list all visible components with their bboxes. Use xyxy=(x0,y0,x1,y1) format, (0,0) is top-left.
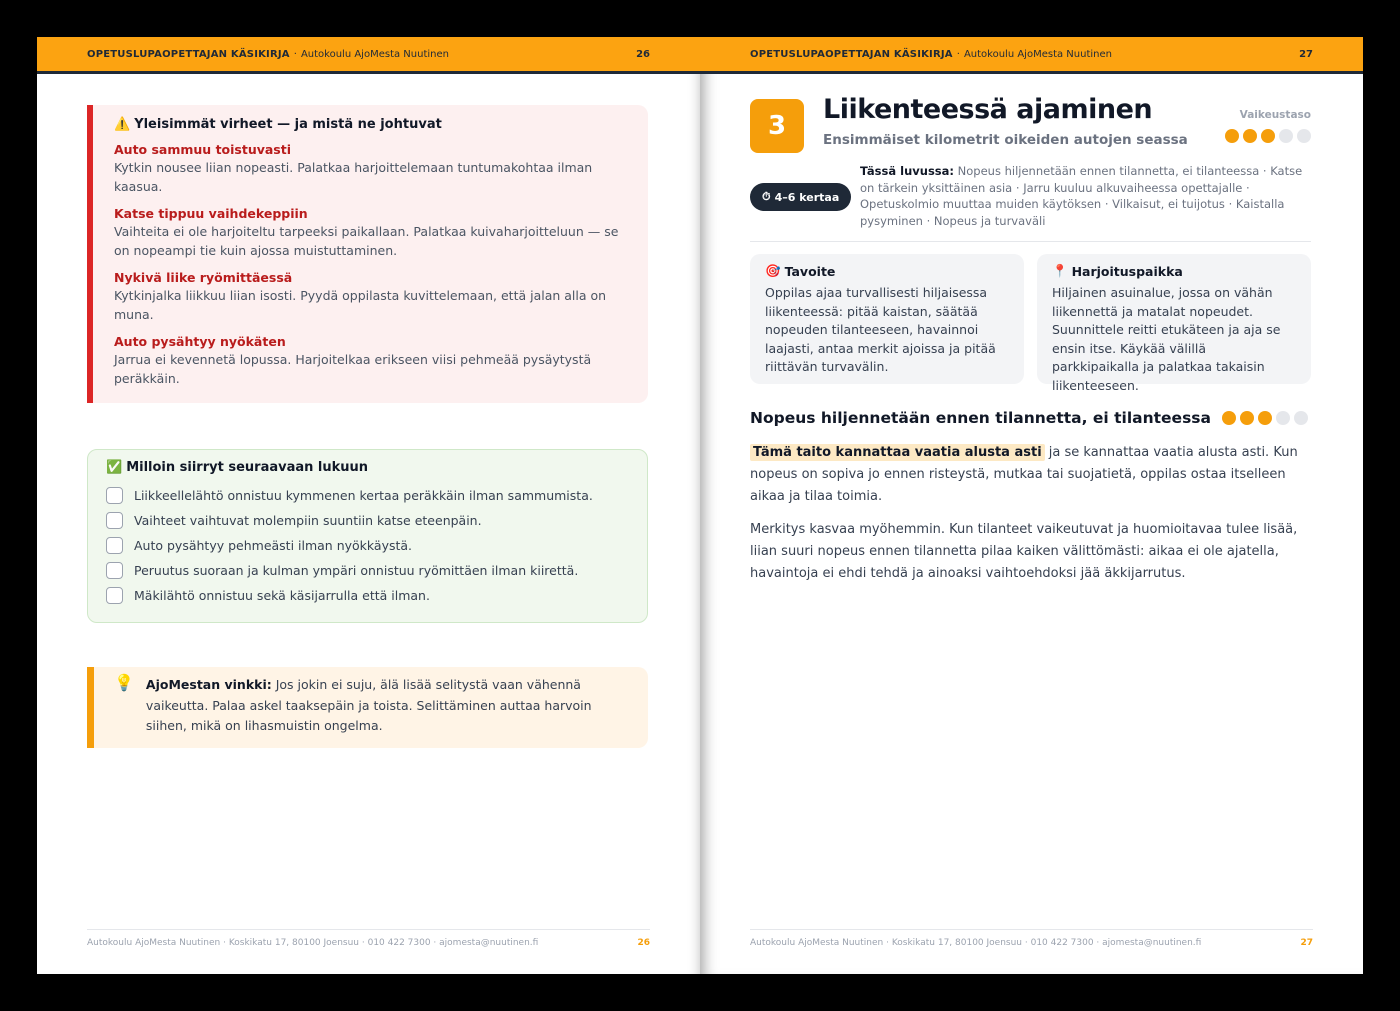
checklist-item-label: Liikkeellelähtö onnistuu kymmenen kertaa peräkkäin ilman sammumista. xyxy=(134,488,593,503)
difficulty-dot-filled xyxy=(1258,411,1272,425)
practice-location-heading: Harjoituspaikka xyxy=(1071,263,1183,279)
checklist-item xyxy=(106,558,629,583)
difficulty-dot-filled xyxy=(1222,411,1236,425)
checklist-items xyxy=(106,483,629,608)
error-item-title: Katse tippuu vaihdekeppiin xyxy=(114,206,308,221)
practice-location-card-title xyxy=(1052,263,1296,279)
practice-location-card-text: Hiljainen asuinalue, jossa on vähän liikennettä ja matalat nopeudet. Suunnittele reitti etukäteen ja aja se ensin itse. Käykää välillä parkkipaikalla ja palatkaa takaisin liikenteeseen. xyxy=(1052,285,1281,393)
left-page xyxy=(37,37,700,974)
common-errors-heading: Yleisimmät virheet — ja mistä ne johtuvat xyxy=(134,117,442,132)
goal-card xyxy=(750,254,1024,384)
checkbox[interactable] xyxy=(106,512,123,529)
error-item xyxy=(114,141,628,196)
target-icon: 🎯 xyxy=(765,263,781,278)
error-item-text: Vaihteita ei ole harjoiteltu tarpeeksi paikallaan. Palatkaa kuivaharjoitteluun — se on nopeampi tie kuin ajossa muistuttaminen. xyxy=(114,224,619,258)
header-title: OPETUSLUPAOPETTAJAN KÄSIKIRJA xyxy=(87,48,290,60)
goal-card-title xyxy=(765,263,1009,279)
tip-label: AjoMestan vinkki: xyxy=(145,677,272,692)
header-title: OPETUSLUPAOPETTAJAN KÄSIKIRJA xyxy=(750,48,953,60)
time-estimate-label: 4–6 kertaa xyxy=(774,190,840,204)
page-footer xyxy=(750,929,1313,948)
stopwatch-icon: ⏱ xyxy=(762,190,771,203)
paragraph xyxy=(750,442,1312,508)
header-separator: · xyxy=(956,48,960,60)
page-footer xyxy=(87,929,650,948)
checklist-item xyxy=(106,483,629,508)
time-estimate-pill xyxy=(750,183,851,211)
error-item-title: Auto sammuu toistuvasti xyxy=(114,142,292,157)
divider xyxy=(750,241,1311,242)
error-item-title: Auto pysähtyy nyökäten xyxy=(114,334,286,349)
error-item-text: Jarrua ei kevennetä lopussa. Harjoitelkaa erikseen viisi pehmeää pysäytystä peräkkäin. xyxy=(114,352,592,386)
chapter-title: Liikenteessä ajaminen xyxy=(823,94,1153,125)
paragraph-text: ja se kannattaa vaatia alusta asti. Kun nopeus on sopiva jo ennen risteystä, mutkaa tai suojatietä, oppilas ostaa itselleen aikaa ja tilaa toimia. xyxy=(750,445,1298,504)
section-difficulty-rating xyxy=(1222,411,1308,425)
header-school: Autokoulu AjoMesta Nuutinen xyxy=(963,48,1112,60)
right-page xyxy=(700,37,1363,974)
checklist-item xyxy=(106,533,629,558)
goal-card-heading: Tavoite xyxy=(784,263,836,279)
section-title: Nopeus hiljennetään ennen tilannetta, ei tilanteessa xyxy=(750,409,1211,427)
checkbox[interactable] xyxy=(106,562,123,579)
error-item-title: Nykivä liike ryömittäessä xyxy=(114,270,293,285)
checklist-item xyxy=(106,583,629,608)
goal-card-text: Oppilas ajaa turvallisesti hiljaisessa liikenteessä: pitää kaistan, säätää nopeuden tilanteeseen, havainnoi laajasti, antaa merkit ajoissa ja pitää riittävän turvavälin. xyxy=(765,285,996,374)
footer-page-number: 27 xyxy=(1300,938,1313,948)
tip-body: Jos jokin ei suju, älä lisää selitystä vaan vähennä vaikeutta. Palaa askel taaksepäin ja toista. Selittäminen auttaa harvoin siihen, mikä on lihasmuistin ongelma. xyxy=(145,677,592,733)
checkbox[interactable] xyxy=(106,537,123,554)
error-item xyxy=(114,333,628,388)
footer-contact: Autokoulu AjoMesta Nuutinen · Koskikatu 17, 80100 Joensuu · 010 422 7300 · ajomesta@nuutinen.fi xyxy=(750,938,1202,948)
difficulty-dot-empty xyxy=(1294,411,1308,425)
checklist-item-label: Vaihteet vaihtuvat molempiin suuntiin katse eteenpäin. xyxy=(134,513,482,528)
header-school: Autokoulu AjoMesta Nuutinen xyxy=(300,48,449,60)
section-heading xyxy=(750,409,1308,427)
checklist-item-label: Peruutus suoraan ja kulman ympäri onnistuu ryömittäen ilman kiirettä. xyxy=(134,563,579,578)
chapter-subtitle: Ensimmäiset kilometrit oikeiden autojen seassa xyxy=(823,132,1188,148)
difficulty-rating xyxy=(1225,129,1311,143)
paragraph: Merkitys kasvaa myöhemmin. Kun tilanteet vaikeutuvat ja huomioitavaa tulee lisää, liian suuri nopeus ennen tilannetta pilaa kaiken välittömästi: aikaa ei ole ajatella, havaintoja ei ehdi tehdä ja ainoaksi vaihtoehdoksi jää äkkijarrutus. xyxy=(750,522,1298,581)
header-separator: · xyxy=(293,48,297,60)
difficulty-dot-empty xyxy=(1276,411,1290,425)
checkbox[interactable] xyxy=(106,487,123,504)
error-item xyxy=(114,205,628,260)
common-errors-title xyxy=(114,117,628,132)
header-page-number: 27 xyxy=(1299,48,1313,60)
chapter-number-badge: 3 xyxy=(750,99,804,153)
footer-page-number: 26 xyxy=(637,938,650,948)
highlighted-phrase: Tämä taito kannattaa vaatia alusta asti xyxy=(750,444,1045,461)
next-chapter-checklist xyxy=(87,449,648,623)
error-item-text: Kytkin nousee liian nopeasti. Palatkaa harjoittelemaan tuntumakohtaa ilman kaasua. xyxy=(114,160,593,194)
difficulty-dot-empty xyxy=(1297,129,1311,143)
checklist-item-label: Mäkilähtö onnistuu sekä käsijarrulla että ilman. xyxy=(134,588,430,603)
header-page-number: 26 xyxy=(636,48,650,60)
practice-location-card xyxy=(1037,254,1311,393)
tip-text xyxy=(146,675,628,748)
chapter-contents-label: Tässä luvussa: xyxy=(860,164,954,178)
difficulty-dot-filled xyxy=(1225,129,1239,143)
checklist-title xyxy=(106,460,629,475)
common-errors-box xyxy=(87,105,648,403)
location-pin-icon: 📍 xyxy=(1052,263,1068,278)
lightbulb-icon: 💡 xyxy=(114,673,134,692)
difficulty-label: Vaikeustaso xyxy=(1239,109,1311,121)
checklist-item xyxy=(106,508,629,533)
difficulty-dot-filled xyxy=(1240,411,1254,425)
page-header xyxy=(700,37,1363,74)
chapter-contents xyxy=(860,163,1312,229)
checkbox[interactable] xyxy=(106,587,123,604)
difficulty-dot-filled xyxy=(1243,129,1257,143)
page-header xyxy=(37,37,700,74)
checklist-item-label: Auto pysähtyy pehmeästi ilman nyökkäystä. xyxy=(134,538,413,553)
checklist-heading: Milloin siirryt seuraavaan lukuun xyxy=(126,460,369,475)
error-item xyxy=(114,269,628,324)
tip-box xyxy=(87,667,648,748)
chapter-contents-text: Nopeus hiljennetään ennen tilannetta, ei tilanteessa · Katse on tärkein yksittäinen asia · Jarru kuuluu alkuvaiheessa opettajalle · Opetuskolmio muuttaa muiden käytöksen · Vilkaisut, ei tuijotus · Kaistalla pysyminen · Nopeus ja turvaväli xyxy=(860,164,1303,228)
footer-contact: Autokoulu AjoMesta Nuutinen · Koskikatu 17, 80100 Joensuu · 010 422 7300 · ajomesta@nuutinen.fi xyxy=(87,938,539,948)
error-item-text: Kytkinjalka liikkuu liian isosti. Pyydä oppilasta kuvittelemaan, että jalan alla on muna. xyxy=(114,288,607,322)
difficulty-dot-empty xyxy=(1279,129,1293,143)
warning-icon: ⚠️ xyxy=(114,117,131,132)
check-mark-icon: ✅ xyxy=(106,460,123,475)
difficulty-dot-filled xyxy=(1261,129,1275,143)
